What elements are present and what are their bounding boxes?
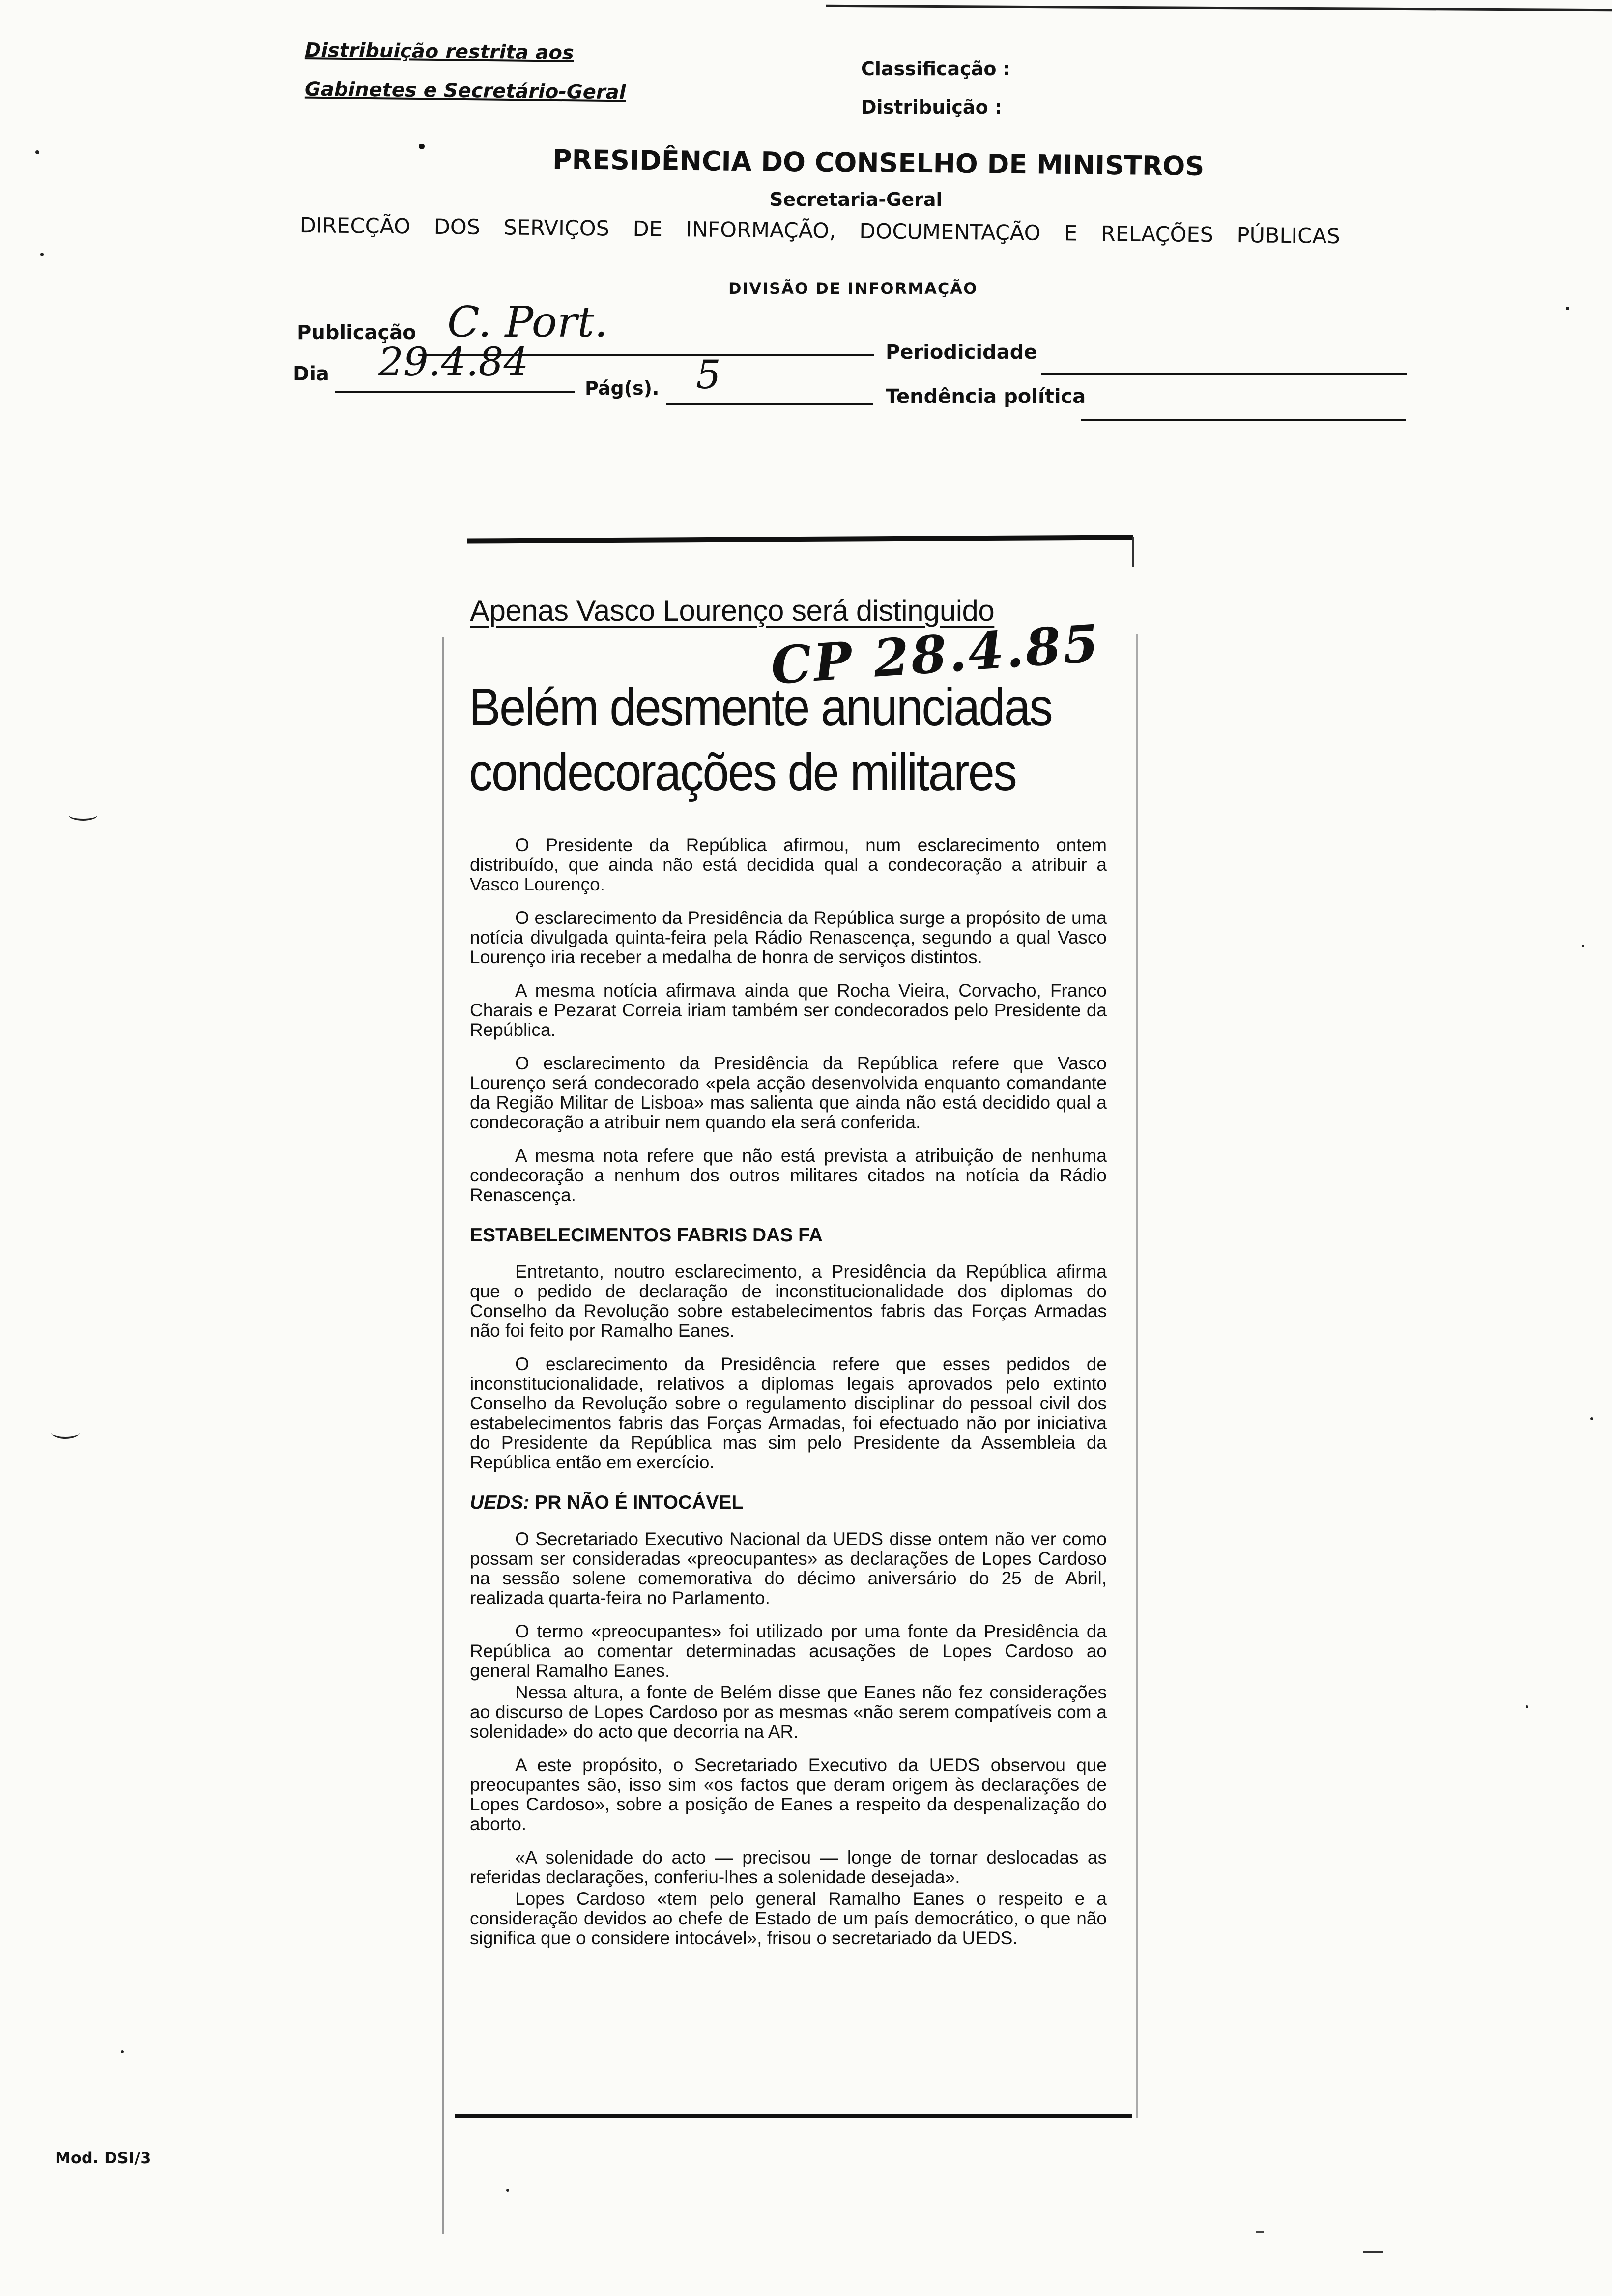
scan-speck xyxy=(1526,1705,1528,1708)
tendencia-label: Tendência política xyxy=(886,385,1086,408)
article-paragraph: O esclarecimento da Presidência da República surge a propósito de uma notícia divulgada quinta-feira pela Rádio Renascença, segundo a qual Vasco Lourenço iria receber a medalha de honra de serviços distintos. xyxy=(470,908,1107,967)
org-title: PRESIDÊNCIA DO CONSELHO DE MINISTROS xyxy=(552,144,1205,182)
section-heading-ueds-rest: PR NÃO É INTOCÁVEL xyxy=(529,1492,744,1513)
article-paragraph: Lopes Cardoso «tem pelo general Ramalho Eanes o respeito e a consideração devidos ao chefe de Estado de um país democrático, o que não significa que o considere intocável», frisou o secretariado da UEDS. xyxy=(470,1889,1107,1948)
org-subtitle: Secretaria-Geral xyxy=(770,189,943,210)
scan-mark xyxy=(51,1426,80,1439)
section-heading-estabelecimentos: ESTABELECIMENTOS FABRIS DAS FA xyxy=(470,1225,823,1246)
section-heading-ueds-prefix: UEDS: xyxy=(470,1492,530,1513)
distribuicao-label: Distribuição : xyxy=(861,96,1003,118)
clipping-left-edge xyxy=(442,637,444,2234)
scan-dash xyxy=(1256,2231,1264,2233)
restricted-distribution-line1: Distribuição restrita aos xyxy=(304,39,574,64)
article-paragraph: «A solenidade do acto — precisou — longe de tornar deslocadas as referidas declarações, conferiu-lhes a solenidade desejada». xyxy=(470,1847,1107,1887)
publicacao-handwritten-value: C. Port. xyxy=(447,298,608,347)
article-kicker: Apenas Vasco Lourenço será distinguido xyxy=(470,594,995,627)
article-paragraph: A mesma notícia afirmava ainda que Rocha Vieira, Corvacho, Franco Charais e Pezarat Correia iriam também ser condecorados pelo Presidente da República. xyxy=(470,980,1107,1040)
clipping-right-edge-lower xyxy=(1136,634,1138,2118)
article-paragraph: A este propósito, o Secretariado Executivo da UEDS observou que preocupantes são, isso sim «os factos que deram origem às declarações de Lopes Cardoso», sobre a posição de Eanes a respeito da despenalização do aborto. xyxy=(470,1755,1107,1834)
periodicidade-label: Periodicidade xyxy=(886,341,1037,364)
scan-speck xyxy=(506,2189,509,2192)
scan-speck xyxy=(1566,307,1569,310)
top-edge-line xyxy=(826,5,1612,11)
article-paragraph: O termo «preocupantes» foi utilizado por uma fonte da Presidência da República ao comentar determinadas acusações de Lopes Cardoso ao general Ramalho Eanes. xyxy=(470,1621,1107,1681)
publicacao-label: Publicação xyxy=(297,321,416,344)
dia-label: Dia xyxy=(293,363,329,385)
article-paragraph: O esclarecimento da Presidência da República refere que Vasco Lourenço será condecorado «pela acção desenvolvida enquanto comandante da Região Militar de Lisboa» mas salienta que ainda não está decidido qual a condecoração a atribuir nem quando ela será conferida. xyxy=(470,1053,1107,1132)
scan-speck xyxy=(121,2050,124,2053)
section-heading-ueds xyxy=(470,1492,1107,1514)
scan-speck xyxy=(1582,945,1584,947)
scan-speck xyxy=(40,253,44,256)
scan-dash xyxy=(1363,2251,1383,2253)
pags-handwritten-value: 5 xyxy=(696,352,721,398)
clipping-right-edge xyxy=(1132,537,1134,567)
model-code: Mod. DSI/3 xyxy=(55,2149,151,2167)
article-paragraph: Nessa altura, a fonte de Belém disse que Eanes não fez considerações ao discurso de Lopes Cardoso por as mesmas «não serem compatíveis com a solenidade» do acto que decorria na AR. xyxy=(470,1682,1107,1742)
restricted-distribution-line2: Gabinetes e Secretário-Geral xyxy=(304,78,626,104)
scan-mark xyxy=(69,810,97,821)
article-body xyxy=(470,835,1107,1962)
scan-speck xyxy=(1590,1417,1593,1420)
article-headline-line1: Belém desmente anunciadas xyxy=(469,677,1052,737)
article-paragraph: Entretanto, noutro esclarecimento, a Presidência da República afirma que o pedido de declaração de inconstitucionalidade dos diplomas do Conselho da Revolução sobre estabelecimentos fabris das Forças Armadas não foi feito por Ramalho Eanes. xyxy=(470,1262,1107,1341)
clipping-bottom-rule xyxy=(455,2114,1132,2118)
division-title: DIVISÃO DE INFORMAÇÃO xyxy=(728,279,978,298)
article-paragraph: A mesma nota refere que não está prevista a atribuição de nenhuma condecoração a nenhum dos outros militares citados na notícia da Rádio Renascença. xyxy=(470,1146,1107,1205)
clipping-top-rule xyxy=(467,535,1133,543)
pags-field-line xyxy=(666,403,873,405)
scan-speck xyxy=(35,150,39,154)
article-headline-line2: condecorações de militares xyxy=(469,742,1016,802)
bullet-dot xyxy=(419,144,425,149)
article-paragraph: O Secretariado Executivo Nacional da UEDS disse ontem não ver como possam ser consideradas «preocupantes» as declarações de Lopes Cardoso na sessão solene comemorativa do décimo aniversário do 25 de Abril, realizada quarta-feira no Parlamento. xyxy=(470,1529,1107,1608)
article-paragraph: O Presidente da República afirmou, num esclarecimento ontem distribuído, que ainda não está decidida qual a condecoração a atribuir a Vasco Lourenço. xyxy=(470,835,1107,894)
article-handwritten-reference: CP 28.4.85 xyxy=(769,612,1102,696)
periodicidade-field-line xyxy=(1041,373,1407,375)
dia-handwritten-value: 29.4.84 xyxy=(378,339,529,385)
pags-label: Pág(s). xyxy=(585,377,660,399)
dia-field-line xyxy=(335,391,575,393)
directorate-title: DIRECÇÃO DOS SERVIÇOS DE INFORMAÇÃO, DOCUMENTAÇÃO E RELAÇÕES PÚBLICAS xyxy=(299,213,1341,249)
classificacao-label: Classificação : xyxy=(861,58,1010,80)
tendencia-field-line xyxy=(1081,419,1406,421)
article-paragraph: O esclarecimento da Presidência refere que esses pedidos de inconstitucionalidade, relativos a diplomas legais aprovados pelo extinto Conselho da Revolução sobre o regulamento disciplinar do pessoal civil dos estabelecimentos fabris das Forças Armadas, foi efectuado não por iniciativa do Presidente da República mas sim pelo Presidente da Assembleia da República então em exercício. xyxy=(470,1354,1107,1472)
